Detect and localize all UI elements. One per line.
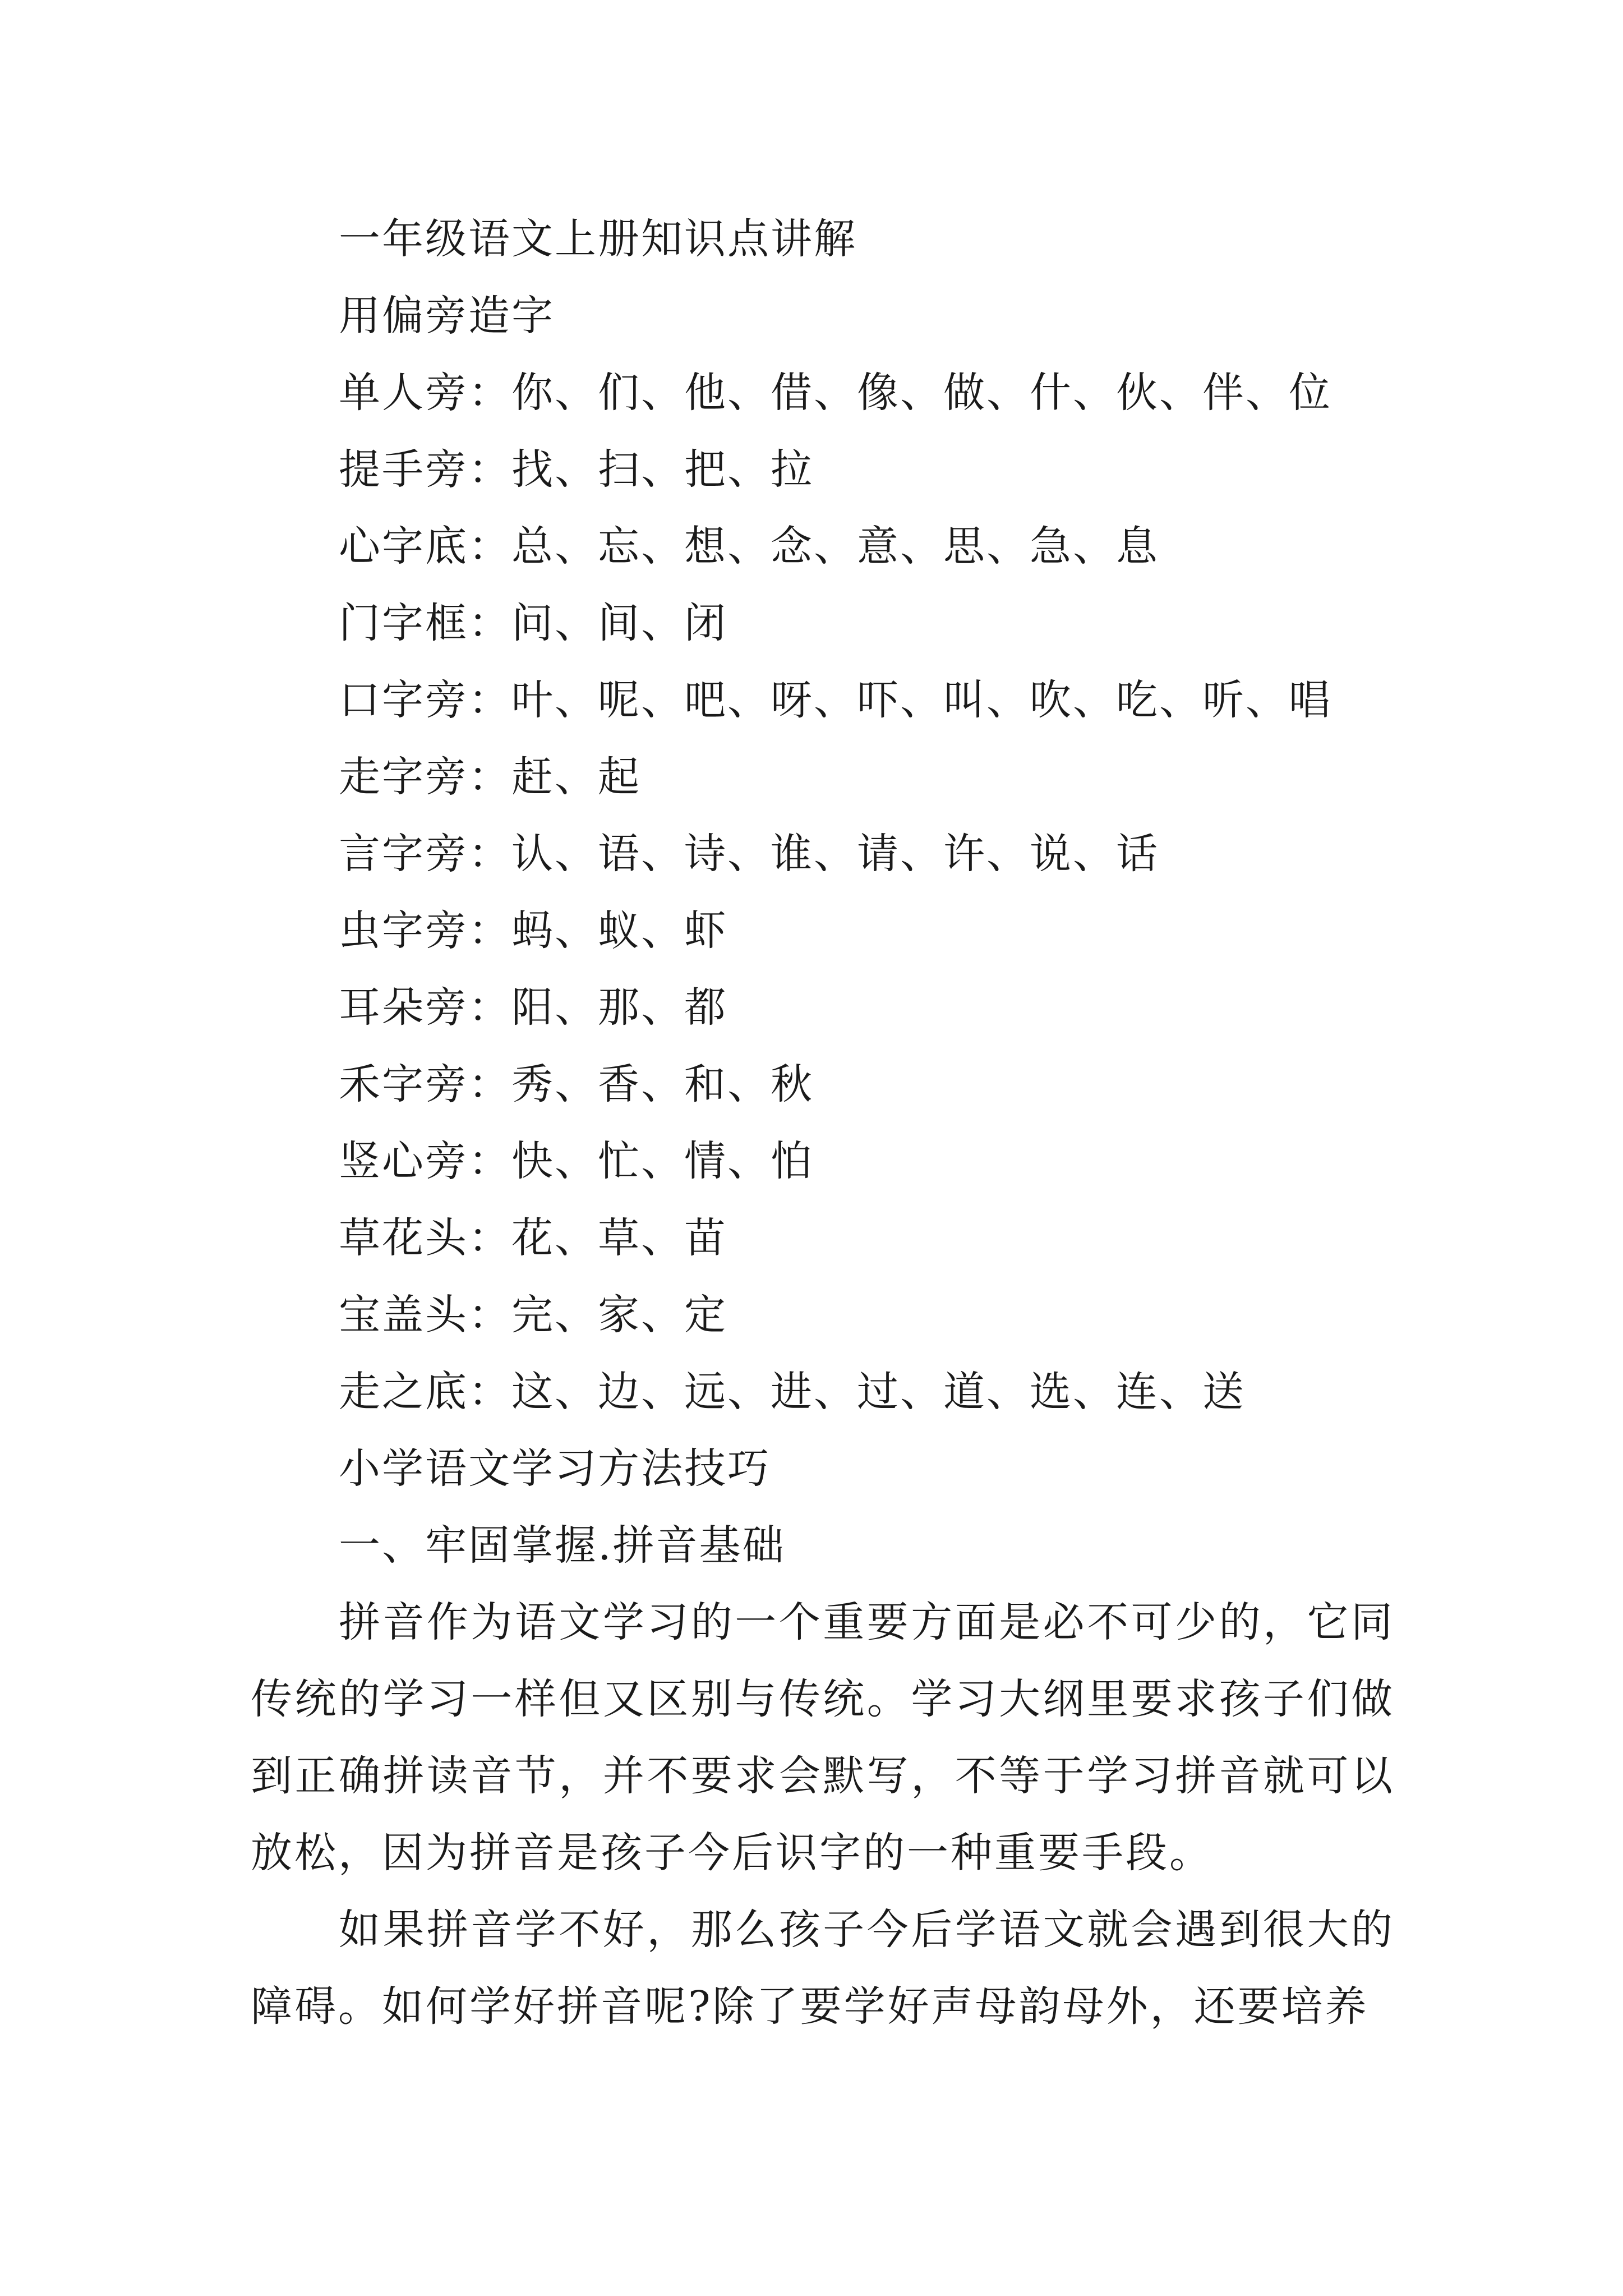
radical-line: 口字旁：叶、呢、吧、呀、吓、叫、吹、吃、听、唱 [339,676,1332,724]
radical-line: 言字旁：认、语、诗、谁、请、许、说、话 [339,830,1159,878]
radical-line: 单人旁：你、们、他、借、像、做、什、伙、伴、位 [339,369,1332,417]
radical-line: 走字旁：赶、起 [339,753,641,801]
body-paragraph: 拼音作为语文学习的一个重要方面是必不可少的，它同传统的学习一样但又区别与传统。学习大纲里要求孩子们做到正确拼读音节，并不要求会默写，不等于学习拼音就可以放松，因为拼音是孩子今后识字的一种重要手段。 [251,1598,1395,1877]
radical-line: 耳朵旁：阳、那、都 [339,983,727,1032]
radical-line: 竖心旁：快、忙、情、怕 [339,1137,814,1185]
subsection-heading-pinyin: 一、牢固掌握.拼音基础 [339,1521,786,1570]
document-body [251,201,1395,2045]
radical-line: 门字框：问、间、闭 [339,599,727,647]
body-paragraph: 如果拼音学不好，那么孩子今后学语文就会遇到很大的障碍。如何学好拼音呢?除了要学好声母韵母外，还要培养 [251,1906,1395,2031]
radical-line: 走之底：这、边、远、进、过、道、选、连、送 [339,1368,1246,1416]
radical-line: 禾字旁：秀、香、和、秋 [339,1060,814,1108]
document-title: 一年级语文上册知识点讲解 [339,215,857,263]
radical-line: 虫字旁：蚂、蚁、虾 [339,907,727,955]
section-heading-methods: 小学语文学习方法技巧 [339,1444,771,1493]
radical-line: 提手旁：找、扫、把、拉 [339,445,814,494]
radical-line: 宝盖头：完、家、定 [339,1291,727,1339]
section-heading-radicals: 用偏旁造字 [339,292,555,340]
radical-line: 草花头：花、草、苗 [339,1214,727,1262]
radical-line: 心字底：总、忘、想、念、意、思、急、息 [339,522,1159,570]
